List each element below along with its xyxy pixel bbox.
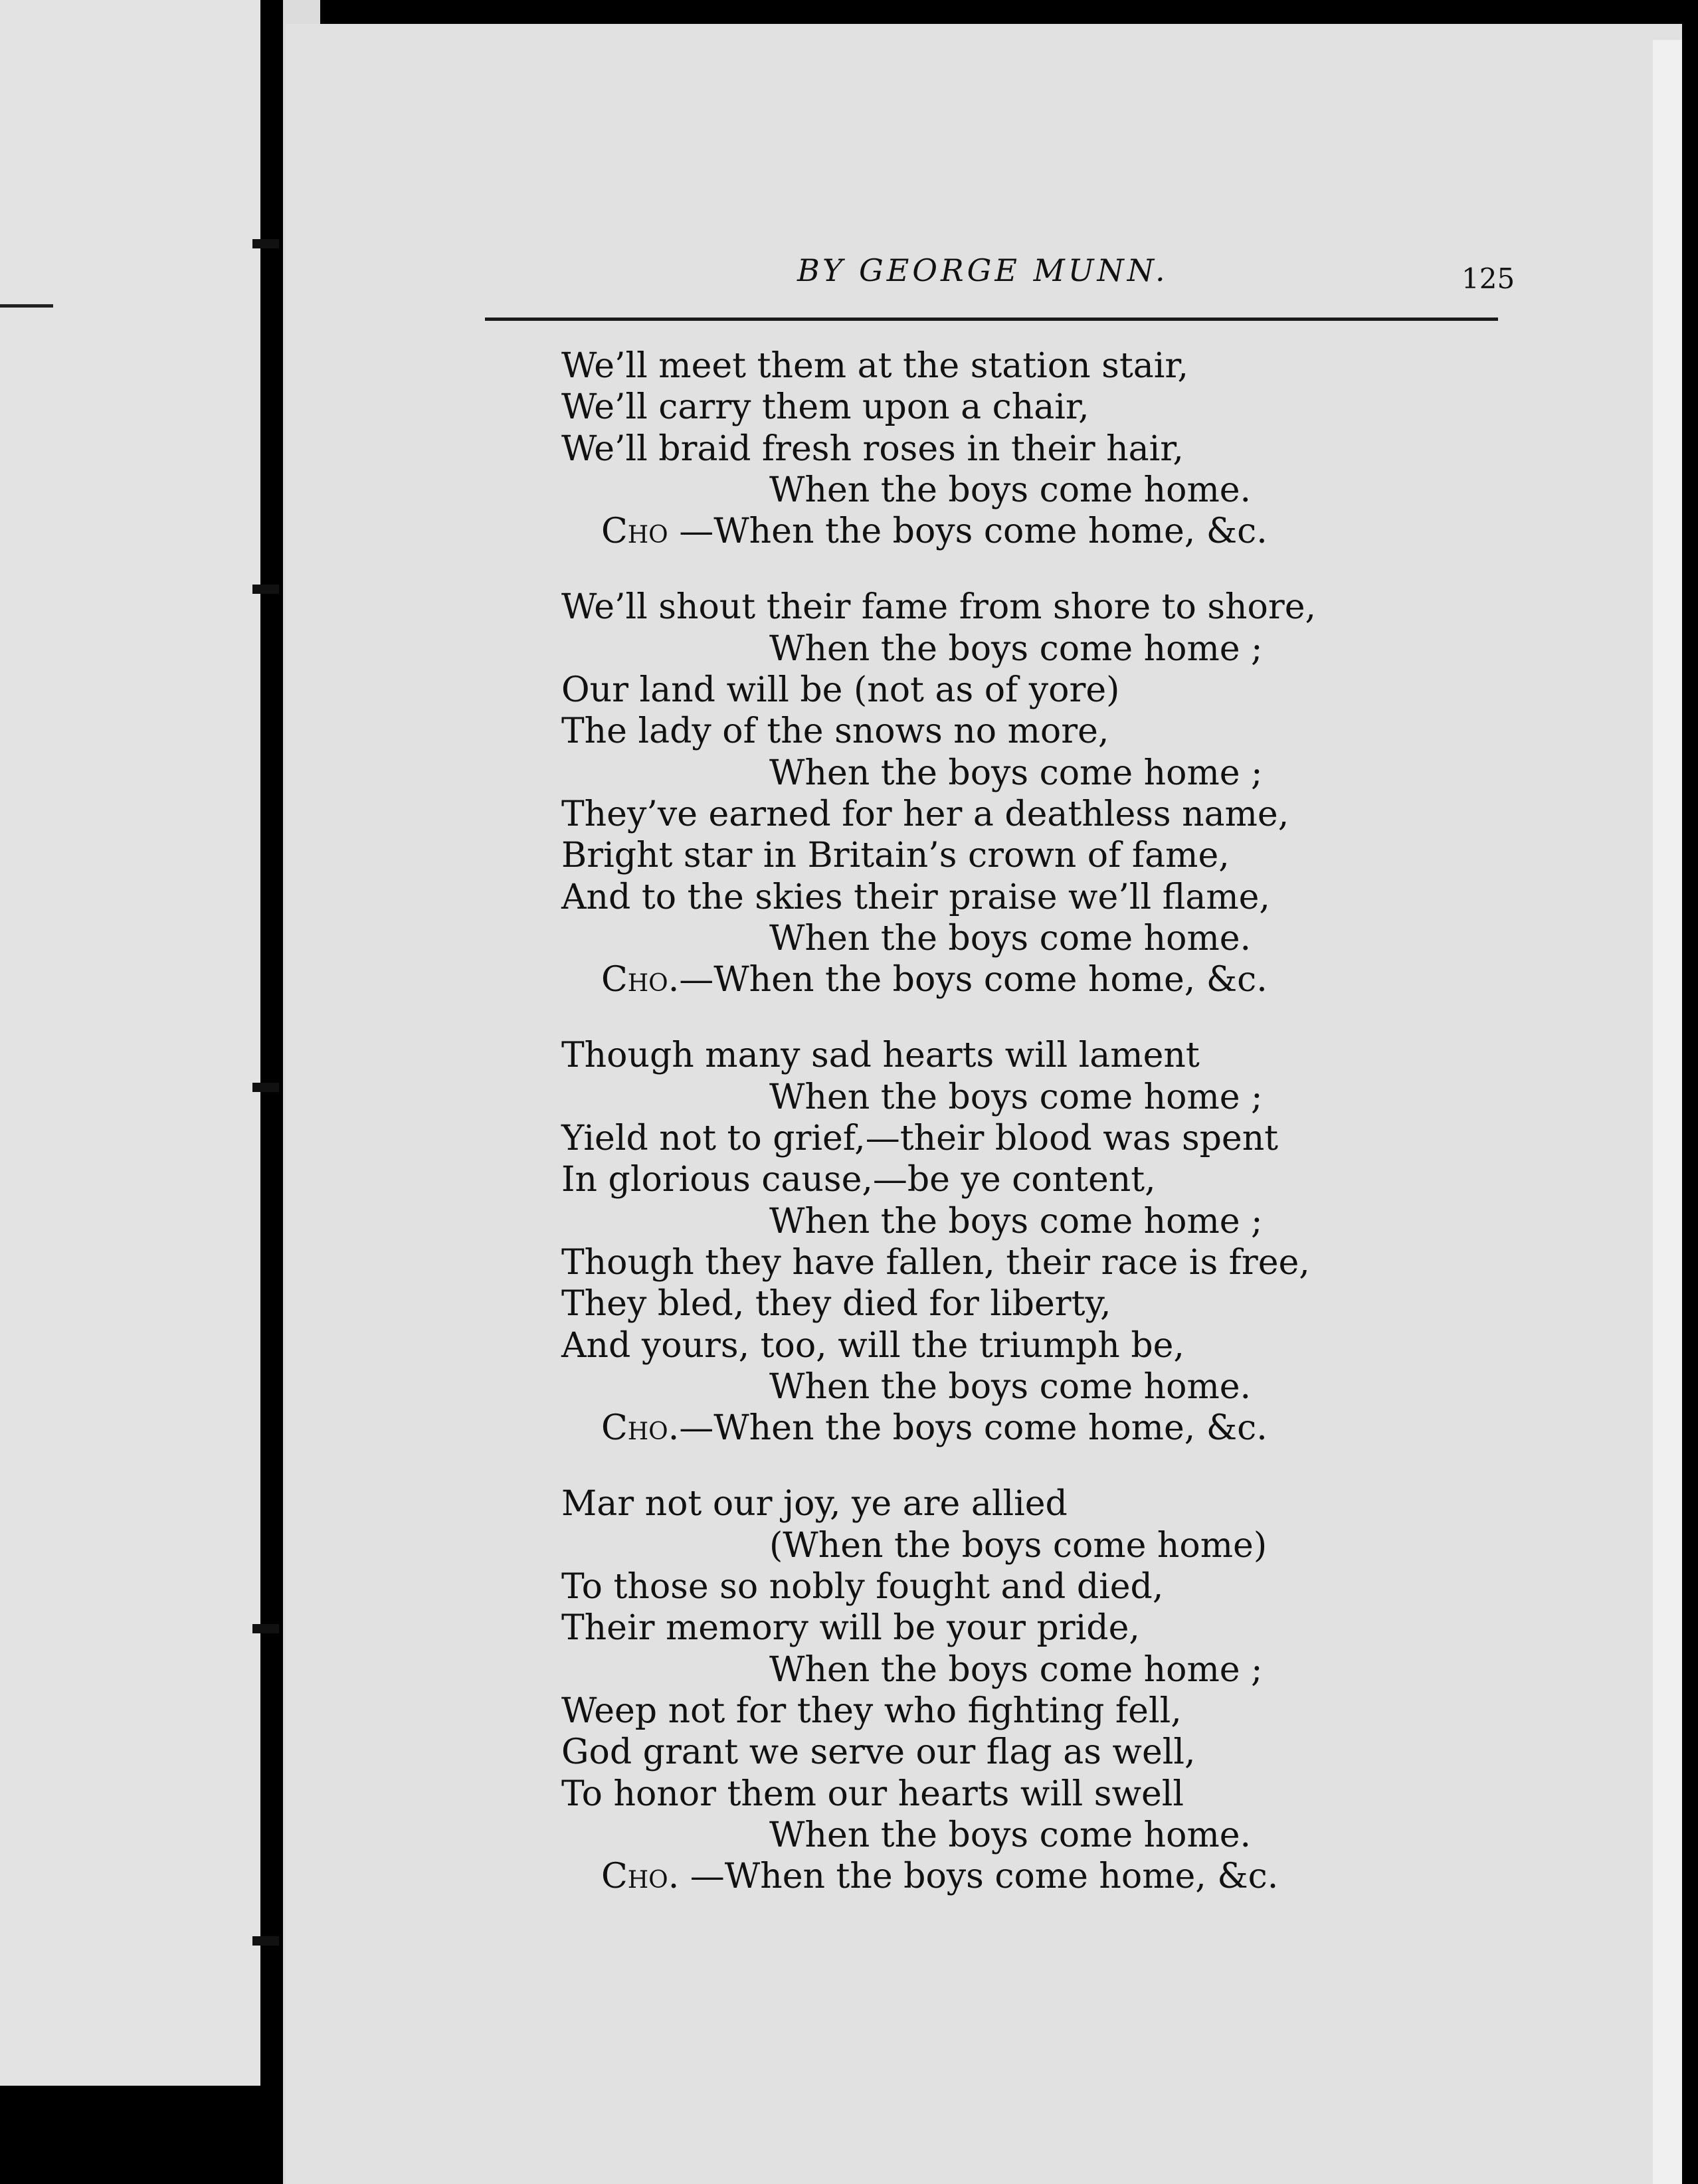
left-page-rule <box>0 304 53 308</box>
verse-line: To those so nobly fought and died, <box>561 1567 1164 1607</box>
verse-line: And to the skies their praise we’ll flame, <box>561 877 1270 917</box>
verse-line: Weep not for they who fighting fell, <box>561 1690 1182 1731</box>
verse-line: We’ll shout their fame from shore to shore, <box>561 587 1317 628</box>
stanza-gap <box>561 1000 1491 1035</box>
chorus-line <box>561 959 1491 1000</box>
chorus-line <box>561 511 1491 552</box>
page-edge <box>1653 40 1682 2184</box>
stanza-gap <box>561 552 1491 587</box>
chorus-line <box>561 1408 1491 1449</box>
verse-line: We’ll meet them at the station stair, <box>561 346 1189 386</box>
chorus-label: Cho. <box>601 960 680 1000</box>
verse-line: Their memory will be your pride, <box>561 1608 1140 1649</box>
chorus-line <box>561 1856 1491 1897</box>
verse-line: Though many sad hearts will lament <box>561 1036 1200 1076</box>
poem-text <box>561 345 1491 1897</box>
refrain-line: When the boys come home ; <box>769 1649 1263 1690</box>
verse-line: We’ll braid fresh roses in their hair, <box>561 428 1184 469</box>
chorus-text: —When the boys come home, &c. <box>679 1408 1268 1449</box>
binding-stitch <box>252 1083 279 1092</box>
verse-line: Mar not our joy, ye are allied <box>561 1484 1068 1524</box>
binding-stitch <box>252 585 279 594</box>
verse-line: We’ll carry them upon a chair, <box>561 387 1089 428</box>
binding-spine <box>260 0 283 2184</box>
header-rule <box>485 318 1498 321</box>
refrain-line: When the boys come home ; <box>769 628 1263 669</box>
refrain-line: When the boys come home. <box>769 470 1252 510</box>
refrain-line: When the boys come home ; <box>769 753 1263 793</box>
running-head: BY GEORGE MUNN. <box>797 252 1169 288</box>
refrain-line: When the boys come home ; <box>769 1077 1263 1117</box>
chorus-text: —When the boys come home, &c. <box>668 511 1268 552</box>
stanza-gap <box>561 1449 1491 1483</box>
chorus-text: —When the boys come home, &c. <box>679 1857 1279 1897</box>
refrain-line: When the boys come home ; <box>769 1201 1263 1241</box>
verse-line: Our land will be (not as of yore) <box>561 670 1120 711</box>
verse-line: Bright star in Britain’s crown of fame, <box>561 836 1230 876</box>
verse-line: The lady of the snows no more, <box>561 711 1109 752</box>
verse-line: To honor them our hearts will swell <box>561 1774 1184 1814</box>
verse-line: And yours, too, will the triumph be, <box>561 1325 1184 1366</box>
binding-stitch <box>252 239 279 248</box>
left-page <box>0 0 272 2086</box>
chorus-label: Cho. <box>601 1857 680 1897</box>
verse-line: They’ve earned for her a deathless name, <box>561 794 1289 834</box>
chorus-label: Cho <box>601 511 668 552</box>
chorus-text: —When the boys come home, &c. <box>679 960 1268 1000</box>
verse-line: In glorious cause,—be ye content, <box>561 1160 1156 1200</box>
refrain-line: When the boys come home. <box>769 918 1252 958</box>
verse-line: They bled, they died for liberty, <box>561 1284 1111 1324</box>
binding-stitch <box>252 1936 279 1946</box>
verse-line: God grant we serve our flag as well, <box>561 1732 1196 1773</box>
verse-line: Yield not to grief,—their blood was spent <box>561 1119 1279 1159</box>
page-number: 125 <box>1462 262 1515 295</box>
refrain-line: When the boys come home. <box>769 1366 1252 1407</box>
refrain-line: When the boys come home. <box>769 1815 1252 1855</box>
binding-stitch <box>252 1624 279 1633</box>
refrain-line: (When the boys come home) <box>769 1525 1268 1566</box>
verse-line: Though they have fallen, their race is free, <box>561 1242 1310 1283</box>
chorus-label: Cho. <box>601 1408 680 1449</box>
